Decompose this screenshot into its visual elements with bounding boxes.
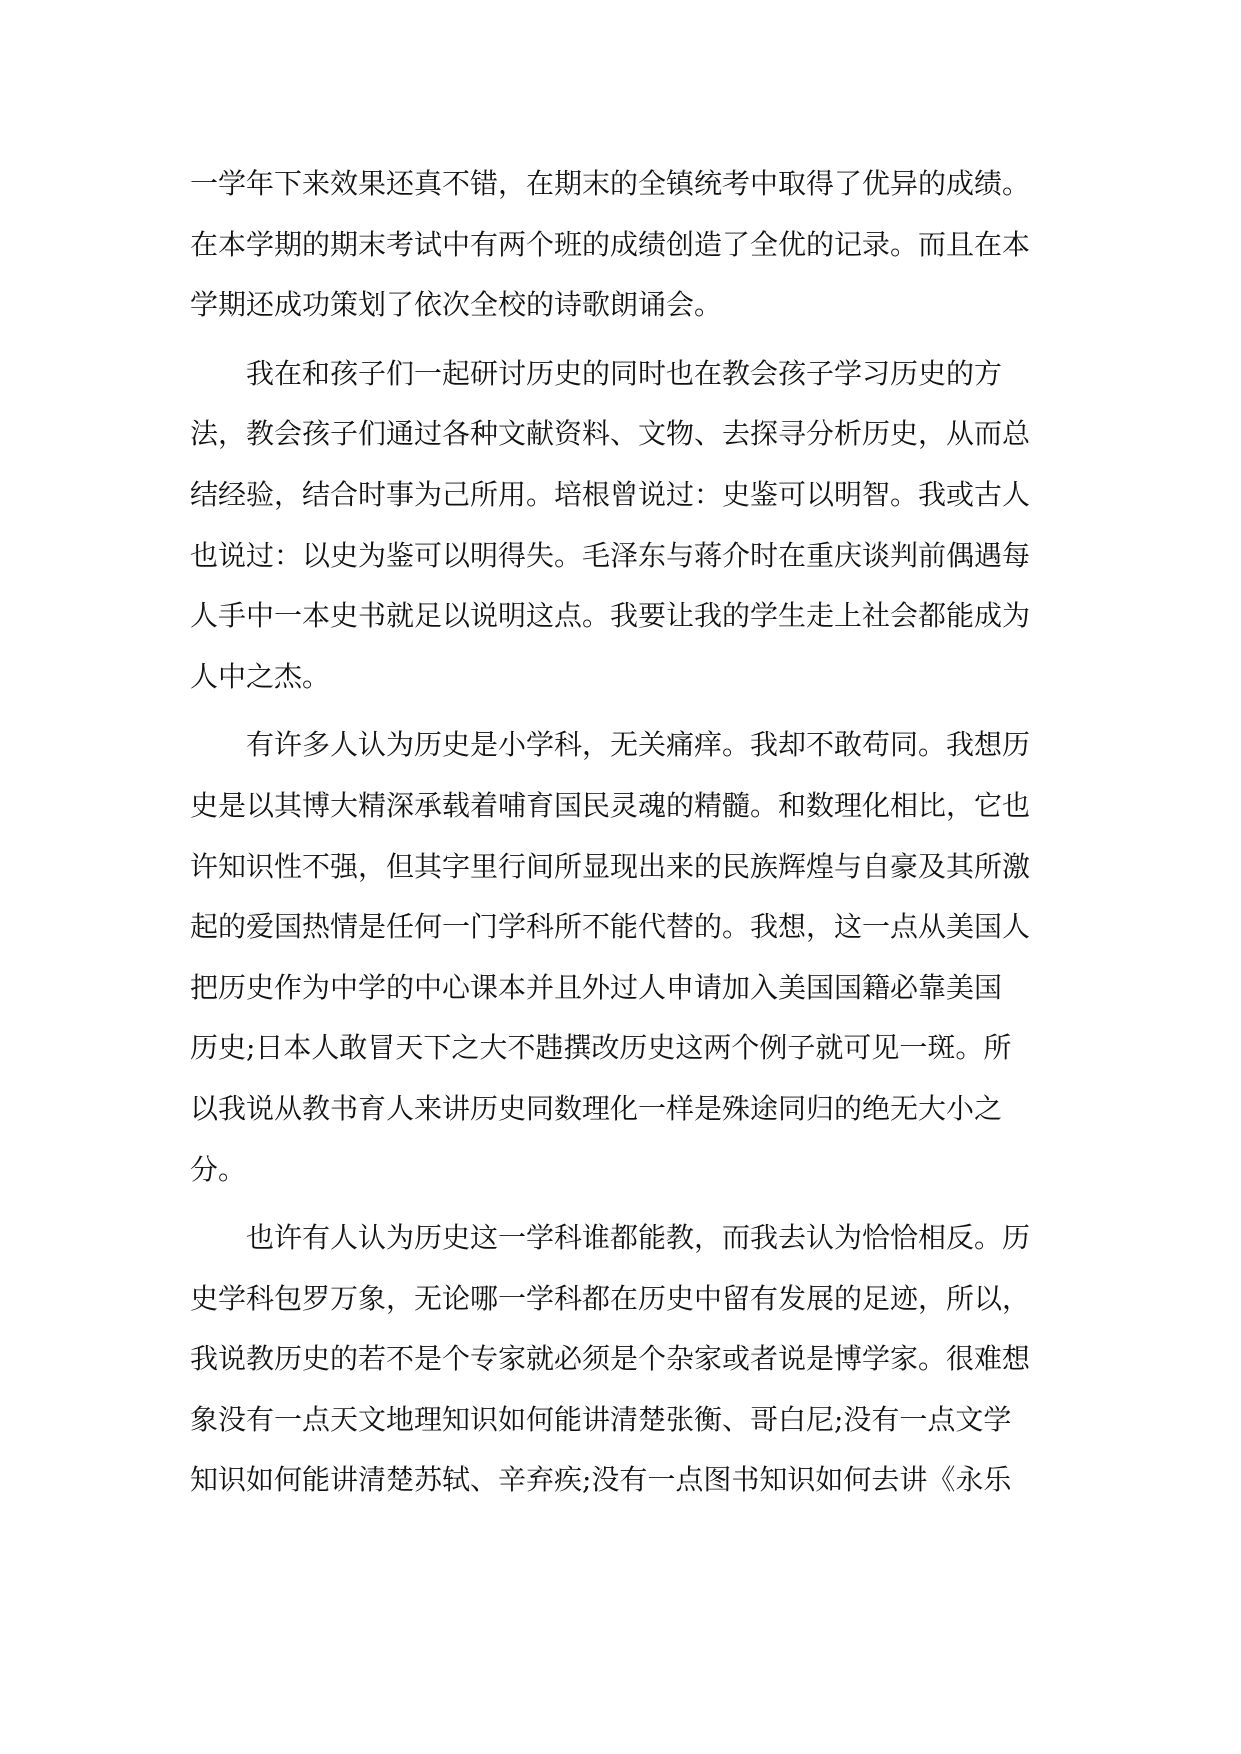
paragraph-1 — [190, 154, 1070, 336]
text-line: 学期还成功策划了依次全校的诗歌朗诵会。 — [190, 288, 723, 322]
text-line: 以我说从教书育人来讲历史同数理化一样是殊途同归的绝无大小之 — [190, 1091, 1003, 1125]
text-line: 分。 — [190, 1152, 247, 1186]
text-line: 起的爱国热情是任何一门学科所不能代替的。我想，这一点从美国人 — [190, 910, 1031, 944]
text-line: 有许多人认为历史是小学科，无关痛痒。我却不敢苟同。我想历 — [246, 728, 1031, 762]
paragraph-3 — [190, 715, 1070, 1200]
text-line: 法，教会孩子们通过各种文献资料、文物、去探寻分析历史，从而总 — [190, 417, 1031, 451]
paragraph-4 — [190, 1208, 1070, 1511]
text-line: 人手中一本史书就足以说明这点。我要让我的学生走上社会都能成为 — [190, 599, 1031, 633]
paragraph-gap — [190, 336, 1070, 344]
text-line: 在本学期的期末考试中有两个班的成绩创造了全优的记录。而且在本 — [190, 227, 1031, 261]
text-line: 也许有人认为历史这一学科谁都能教，而我去认为恰恰相反。历 — [246, 1221, 1031, 1255]
body-text — [190, 154, 1070, 1511]
text-line: 人中之杰。 — [190, 659, 331, 693]
text-line: 结经验，结合时事为己所用。培根曾说过：史鉴可以明智。我或古人 — [190, 477, 1031, 511]
text-line: 史学科包罗万象，无论哪一学科都在历史中留有发展的足迹，所以， — [190, 1281, 1031, 1315]
text-line: 许知识性不强，但其字里行间所显现出来的民族辉煌与自豪及其所激 — [190, 849, 1031, 883]
text-line: 把历史作为中学的中心课本并且外过人申请加入美国国籍必靠美国 — [190, 970, 1003, 1004]
text-line: 历史;日本人敢冒天下之大不韪撰改历史这两个例子就可见一斑。所 — [190, 1031, 1012, 1065]
text-line: 也说过：以史为鉴可以明得失。毛泽东与蒋介时在重庆谈判前偶遇每 — [190, 538, 1031, 572]
paragraph-gap — [190, 1200, 1070, 1208]
paragraph-2 — [190, 344, 1070, 708]
text-line: 象没有一点天文地理知识如何能讲清楚张衡、哥白尼;没有一点文学 — [190, 1402, 1012, 1436]
text-line: 我在和孩子们一起研讨历史的同时也在教会孩子学习历史的方 — [246, 356, 1003, 390]
text-line: 一学年下来效果还真不错，在期末的全镇统考中取得了优异的成绩。 — [190, 167, 1031, 200]
text-line: 我说教历史的若不是个专家就必须是个杂家或者说是博学家。很难想 — [190, 1342, 1031, 1376]
text-line: 史是以其博大精深承载着哺育国民灵魂的精髓。和数理化相比，它也 — [190, 788, 1031, 822]
paragraph-gap — [190, 707, 1070, 715]
text-line: 知识如何能讲清楚苏轼、辛弃疾;没有一点图书知识如何去讲《永乐 — [190, 1463, 1012, 1497]
